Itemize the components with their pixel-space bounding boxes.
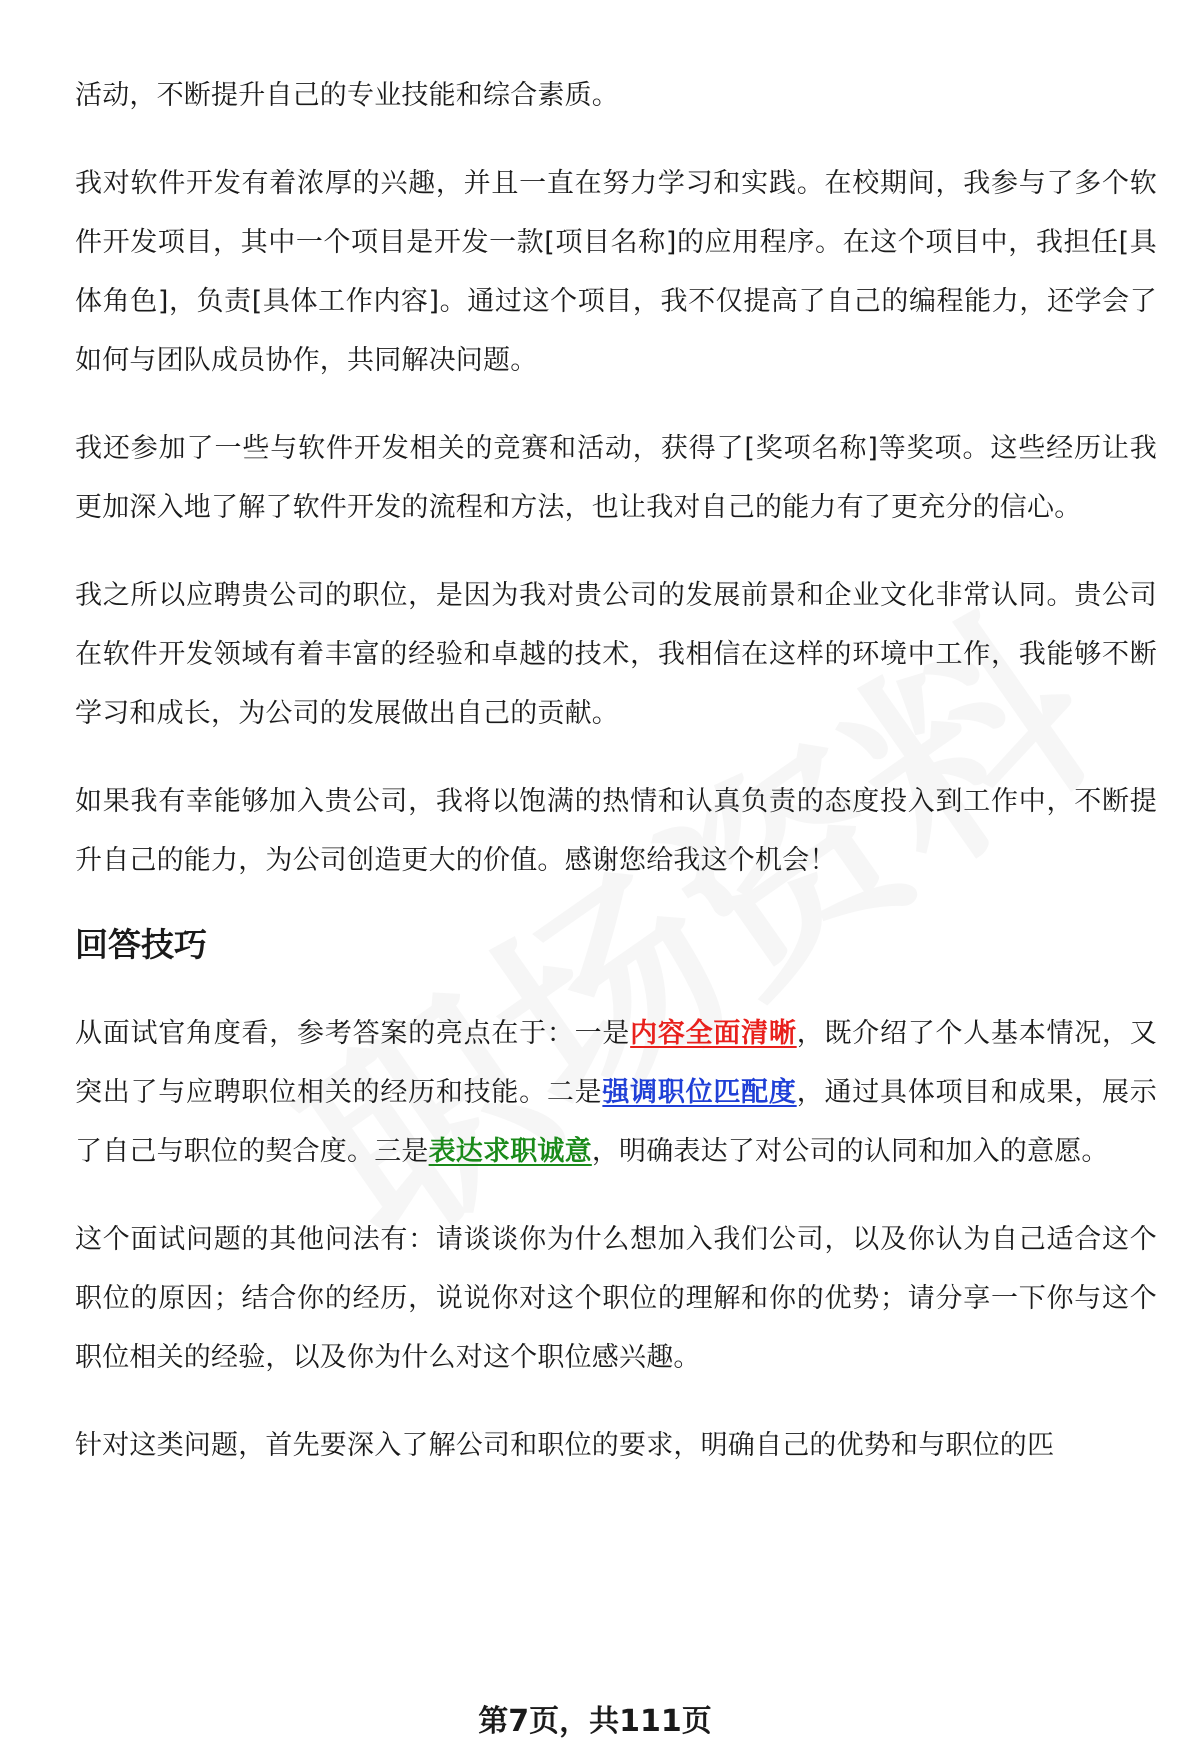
tips-paragraph-2: 这个面试问题的其他问法有：请谈谈你为什么想加入我们公司，以及你认为自己适合这个职位的原因；结合你的经历，说说你对这个职位的理解和你的优势；请分享一下你与这个职位相关的经验，以及你为什么对这个职位感兴趣。	[75, 1224, 1157, 1373]
highlight-complete-clear: 内容全面清晰	[630, 1018, 797, 1049]
paragraph-2: 我对软件开发有着浓厚的兴趣，并且一直在努力学习和实践。在校期间，我参与了多个软件开发项目，其中一个项目是开发一款[项目名称]的应用程序。在这个项目中，我担任[具体角色]，负责[具体工作内容]。通过这个项目，我不仅提高了自己的编程能力，还学会了如何与团队成员协作，共同解决问题。	[75, 168, 1157, 376]
document-page	[75, 66, 1157, 1504]
highlight-job-match: 强调职位匹配度	[602, 1077, 797, 1108]
tips-paragraph-1	[75, 1004, 1157, 1181]
paragraph-1: 活动，不断提升自己的专业技能和综合素质。	[75, 80, 619, 111]
paragraph-5: 如果我有幸能够加入贵公司，我将以饱满的热情和认真负责的态度投入到工作中，不断提升自己的能力，为公司创造更大的价值。感谢您给我这个机会！	[75, 786, 1157, 876]
tips-text-c: ，通过具体项目和成果，展示了自己与职位的契合度。三是	[75, 1077, 1157, 1167]
page-number: 第7页，共111页	[478, 1704, 712, 1739]
tips-paragraph-3: 针对这类问题，首先要深入了解公司和职位的要求，明确自己的优势和与职位的匹	[75, 1430, 1055, 1461]
highlight-sincerity: 表达求职诚意	[428, 1136, 592, 1167]
tips-text-a: 从面试官角度看，参考答案的亮点在于：一是	[75, 1018, 631, 1049]
tips-text-d: ，明确表达了对公司的认同和加入的意愿。	[591, 1136, 1109, 1167]
paragraph-3: 我还参加了一些与软件开发相关的竞赛和活动，获得了[奖项名称]等奖项。这些经历让我更加深入地了解了软件开发的流程和方法，也让我对自己的能力有了更充分的信心。	[75, 433, 1157, 523]
section-title: 回答技巧	[75, 925, 207, 964]
paragraph-4: 我之所以应聘贵公司的职位，是因为我对贵公司的发展前景和企业文化非常认同。贵公司在软件开发领域有着丰富的经验和卓越的技术，我相信在这样的环境中工作，我能够不断学习和成长，为公司的发展做出自己的贡献。	[75, 580, 1157, 729]
tips-text-b: ，既介绍了个人基本情况，又突出了与应聘职位相关的经历和技能。二是	[75, 1018, 1157, 1108]
